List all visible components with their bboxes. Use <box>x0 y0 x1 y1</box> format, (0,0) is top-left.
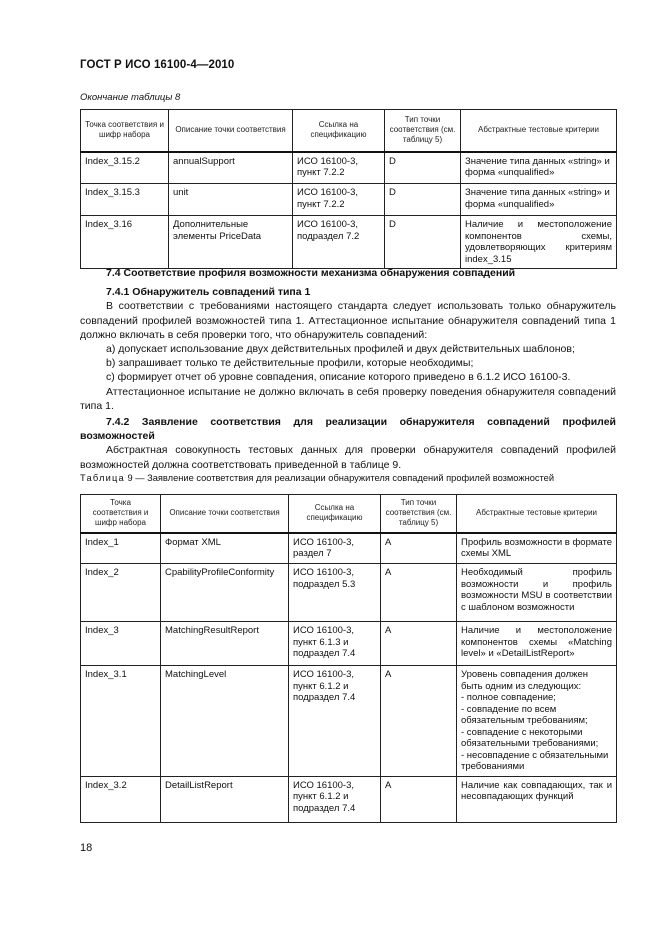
table-cell: ИСО 16100-3, раздел 7 <box>289 533 381 564</box>
table-row <box>81 776 617 822</box>
table-cell: Index_3.1 <box>81 666 161 777</box>
table-row <box>81 533 617 564</box>
column-header: Описание точки соответствия <box>161 495 289 533</box>
table-cell: MatchingResultReport <box>161 622 289 666</box>
table-cell: ИСО 16100-3, пункт 7.2.2 <box>293 184 385 216</box>
table-cell: Index_2 <box>81 564 161 622</box>
table-cell: ИСО 16100-3, пункт 7.2.2 <box>293 152 385 184</box>
table-row <box>81 622 617 666</box>
table-cell: ИСО 16100-3, подраздел 7.2 <box>293 216 385 269</box>
table-cell: Значение типа данных «string» и форма «unqualified» <box>461 152 617 184</box>
table-cell: Index_3.2 <box>81 776 161 822</box>
caption-label: Таблица <box>80 473 125 483</box>
table-cell: A <box>381 564 457 622</box>
table-cell: unit <box>169 184 293 216</box>
table-cell: A <box>381 776 457 822</box>
subsection-heading: 7.4.2 Заявление соответствия для реализации обнаружителя совпадений профилей возможностей <box>80 416 616 443</box>
paragraph: В соответствии с требованиями настоящего стандарта следует использовать только обнаружитель совпадений профилей возможностей типа 1. Аттестационное испытание обнаружителя совпадений типа 1 должно включать в себя проверки того, что обнаружитель совпадений: <box>80 300 616 341</box>
table-row <box>81 152 617 184</box>
column-header: Тип точки соответствия (см. таблицу 5) <box>385 110 461 152</box>
table-cell: Значение типа данных «string» и форма «unqualified» <box>461 184 617 216</box>
table-cell: D <box>385 216 461 269</box>
paragraph: Аттестационное испытание не должно включать в себя проверку поведения обнаружителя совпадений типа 1. <box>80 385 616 412</box>
table-cell: A <box>381 666 457 777</box>
column-header: Описание точки соответствия <box>169 110 293 152</box>
table-continuation-label: Окончание таблицы 8 <box>80 92 181 103</box>
table-cell: A <box>381 622 457 666</box>
table-8 <box>80 109 617 269</box>
table-cell: Index_3.16 <box>81 216 169 269</box>
table-cell: DetailListReport <box>161 776 289 822</box>
table-row <box>81 184 617 216</box>
column-header: Абстрактные тестовые критерии <box>457 495 617 533</box>
table-header-row <box>81 495 617 533</box>
column-header: Абстрактные тестовые критерии <box>461 110 617 152</box>
table-cell: Уровень совпадения должен быть одним из следующих: - полное совпадение; - совпадение по всем обязательным требованиям; - совпадение с некоторыми обязательными требованиями; - несовпадение с обязательными требованиями <box>457 666 617 777</box>
column-header: Ссылка на спецификацию <box>289 495 381 533</box>
table-cell: ИСО 16100-3, пункт 6.1.2 и подраздел 7.4 <box>289 776 381 822</box>
table-cell: Дополнительные элементы PriceData <box>169 216 293 269</box>
table-cell: ИСО 16100-3, пункт 6.1.2 и подраздел 7.4 <box>289 666 381 777</box>
table-cell: Наличие как совпадающих, так и несовпадающих функций <box>457 776 617 822</box>
table-cell: Формат XML <box>161 533 289 564</box>
table-cell: ИСО 16100-3, пункт 6.1.3 и подраздел 7.4 <box>289 622 381 666</box>
table-cell: Index_3 <box>81 622 161 666</box>
table-cell: ИСО 16100-3, подраздел 5.3 <box>289 564 381 622</box>
table-cell: Index_3.15.2 <box>81 152 169 184</box>
table-cell: MatchingLevel <box>161 666 289 777</box>
subsection-heading: 7.4.1 Обнаружитель совпадений типа 1 <box>106 286 311 299</box>
column-header: Точка соответствия и шифр набора <box>81 110 169 152</box>
caption-text: — Заявление соответствия для реализации обнаружителя совпадений профилей возможностей <box>135 473 555 483</box>
table-row <box>81 564 617 622</box>
list-item: b) запрашивает только те действительные профили, которые необходимы; <box>106 357 474 370</box>
table-cell: Профиль возможности в формате схемы XML <box>457 533 617 564</box>
section-7-4 <box>80 266 616 472</box>
list-item: a) допускает использование двух действительных профилей и двух действительных шаблонов; <box>106 343 575 356</box>
table-cell: Index_3.15.3 <box>81 184 169 216</box>
table-row <box>81 216 617 269</box>
table-row <box>81 666 617 777</box>
table-cell: CpabilityProfileConformity <box>161 564 289 622</box>
table-cell: Наличие и местоположение компонентов схемы, удовлетворяющих критериям index_3.15 <box>461 216 617 269</box>
table-cell: Index_1 <box>81 533 161 564</box>
table-cell: annualSupport <box>169 152 293 184</box>
column-header: Ссылка на спецификацию <box>293 110 385 152</box>
page-number: 18 <box>80 842 93 854</box>
table-cell: D <box>385 152 461 184</box>
list-item: c) формирует отчет об уровне совпадения, описание которого приведено в 6.1.2 ИСО 16100-3. <box>106 371 571 384</box>
page-header: ГОСТ Р ИСО 16100-4—2010 <box>80 59 235 71</box>
table-cell: D <box>385 184 461 216</box>
table-9-caption <box>80 473 616 483</box>
column-header: Точка соответствия и шифр набора <box>81 495 161 533</box>
column-header: Тип точки соответствия (см. таблицу 5) <box>381 495 457 533</box>
caption-number: 9 <box>127 473 133 483</box>
table-9 <box>80 494 617 823</box>
section-heading: 7.4 Соответствие профиля возможности механизма обнаружения совпадений <box>106 267 516 279</box>
table-cell: A <box>381 533 457 564</box>
table-cell: Необходимый профиль возможности и профиль возможности MSU в соответствии с шаблоном возможности <box>457 564 617 622</box>
paragraph: Абстрактная совокупность тестовых данных для проверки обнаружителя совпадений профилей возможностей должна соответствовать приведенной в таблице 9. <box>80 444 616 471</box>
table-cell: Наличие и местоположение компонентов схемы «Matching level» и «DetailListReport» <box>457 622 617 666</box>
table-header-row <box>81 110 617 152</box>
